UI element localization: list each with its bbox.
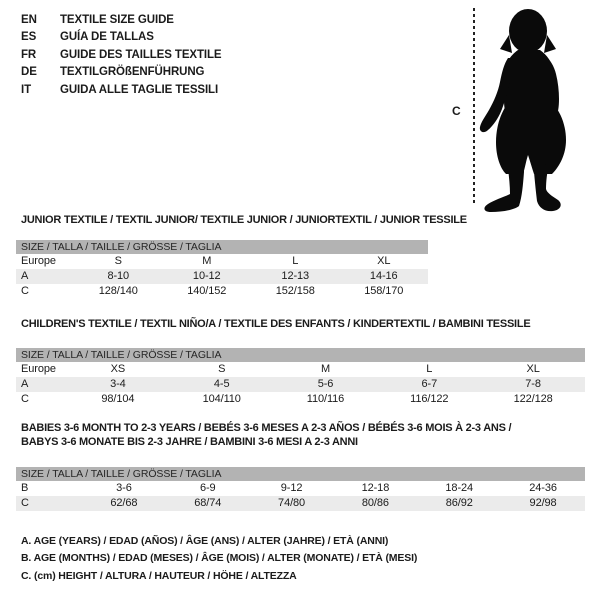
language-row — [21, 81, 222, 99]
row-label: Europe — [21, 255, 56, 267]
table-cell: M — [320, 363, 331, 375]
table-cell: 12-18 — [361, 482, 390, 494]
row-label: A — [16, 269, 74, 284]
table-cell: 110/116 — [306, 393, 345, 405]
table-cell: 152/158 — [275, 285, 315, 297]
table-cell: 9-12 — [280, 482, 303, 494]
table-title: JUNIOR TEXTILE / TEXTIL JUNIOR/ TEXTILE JUNIOR / JUNIORTEXTIL / JUNIOR TESSILE — [21, 214, 467, 226]
table-cell: XS — [110, 363, 126, 375]
language-code: FR — [21, 48, 37, 61]
table-cell: 62/68 — [82, 496, 166, 511]
size-header-row — [16, 348, 585, 362]
language-row — [21, 64, 222, 82]
language-code: DE — [21, 66, 37, 79]
row-label: Europe — [21, 363, 56, 375]
table-row-a — [16, 377, 585, 392]
language-title: GUÍA DE TALLAS — [60, 31, 154, 44]
table-cell: 128/140 — [98, 285, 138, 297]
language-title: GUIDA ALLE TAGLIE TESSILI — [60, 83, 219, 96]
size-table-2 — [16, 348, 585, 407]
table-title: BABYS 3-6 MONATE BIS 2-3 JAHRE / BAMBINI 3-6 MESI A 2-3 ANNI — [21, 436, 358, 448]
table-cell: 4-5 — [170, 377, 274, 392]
table-cell: 80/86 — [333, 496, 417, 511]
table-cell: 12-13 — [251, 269, 340, 284]
height-measure-dashed-line — [473, 8, 475, 205]
table-cell: M — [202, 255, 212, 267]
row-label: C — [21, 393, 29, 405]
table-cell: 86/92 — [417, 496, 501, 511]
table-row-c — [16, 392, 585, 407]
table-cell: 14-16 — [340, 269, 429, 284]
table-row-europe — [16, 254, 428, 269]
size-header-row — [16, 240, 428, 254]
size-table-1 — [16, 240, 428, 299]
table-cell: XL — [526, 363, 540, 375]
size-table-section-2 — [16, 317, 585, 407]
table-cell: 18-24 — [445, 482, 474, 494]
language-row — [21, 29, 222, 47]
table-cell: 140/152 — [187, 285, 227, 297]
table-row-europe — [16, 362, 585, 377]
table-cell: 7-8 — [481, 377, 585, 392]
table-cell: 104/110 — [202, 393, 241, 405]
language-title: TEXTILE SIZE GUIDE — [60, 13, 174, 26]
table-cell: L — [426, 363, 433, 375]
table-cell: 98/104 — [101, 393, 135, 405]
height-measure-label: C — [452, 104, 461, 118]
table-cell: 10-12 — [163, 269, 252, 284]
language-code: EN — [21, 13, 37, 26]
table-cell: L — [292, 255, 299, 267]
footnote-b: B. AGE (MONTHS) / EDAD (MESES) / ÂGE (MOIS) / ALTER (MONATE) / ETÀ (MESI) — [21, 552, 418, 565]
table-title: BABIES 3-6 MONTH TO 2-3 YEARS / BEBÉS 3-6 MESES A 2-3 AÑOS / BÉBÉS 3-6 MOIS À 2-3 ANS / — [21, 422, 512, 434]
language-row — [21, 46, 222, 64]
size-header-cell: SIZE / TALLA / TAILLE / GRÖSSE / TAGLIA — [16, 467, 585, 481]
size-table-3 — [16, 467, 585, 511]
footnote-c: C. (cm) HEIGHT / ALTURA / HAUTEUR / HÖHE / ALTEZZA — [21, 569, 297, 582]
language-title: GUIDE DES TAILLES TEXTILE — [60, 48, 222, 61]
row-label: C — [21, 285, 29, 297]
language-row — [21, 11, 222, 29]
table-cell: S — [114, 255, 122, 267]
table-cell: XL — [377, 255, 391, 267]
language-code: ES — [21, 31, 37, 44]
table-row-b — [16, 481, 585, 496]
table-cell: 3-4 — [66, 377, 170, 392]
table-cell: 158/170 — [364, 285, 404, 297]
table-row-c — [16, 496, 585, 511]
table-title: CHILDREN'S TEXTILE / TEXTIL NIÑO/A / TEXTILE DES ENFANTS / KINDERTEXTIL / BAMBINI TESSILE — [21, 318, 531, 330]
table-cell: 6-7 — [377, 377, 481, 392]
size-header-cell: SIZE / TALLA / TAILLE / GRÖSSE / TAGLIA — [16, 348, 585, 362]
footnotes — [21, 533, 417, 585]
language-list — [21, 11, 222, 99]
language-code: IT — [21, 83, 32, 96]
table-cell: 8-10 — [74, 269, 163, 284]
table-cell: 68/74 — [166, 496, 250, 511]
size-header-row — [16, 467, 585, 481]
toddler-silhouette-icon — [478, 0, 598, 220]
table-cell: 5-6 — [274, 377, 378, 392]
table-cell: 74/80 — [250, 496, 334, 511]
size-table-section-1 — [16, 213, 467, 299]
table-cell: S — [218, 363, 226, 375]
language-title: TEXTILGRÖßENFÜHRUNG — [60, 66, 205, 79]
table-cell: 92/98 — [501, 496, 585, 511]
row-label: C — [16, 496, 82, 511]
table-cell: 3-6 — [116, 482, 132, 494]
row-label: B — [21, 482, 29, 494]
size-header-cell: SIZE / TALLA / TAILLE / GRÖSSE / TAGLIA — [16, 240, 428, 254]
table-row-a — [16, 269, 428, 284]
table-cell: 116/122 — [410, 393, 449, 405]
table-cell: 122/128 — [513, 393, 553, 405]
footnote-a: A. AGE (YEARS) / EDAD (AÑOS) / ÂGE (ANS) / ALTER (JAHRE) / ETÀ (ANNI) — [21, 535, 389, 547]
size-table-section-3 — [16, 421, 585, 511]
table-cell: 24-36 — [529, 482, 557, 494]
table-cell: 6-9 — [199, 482, 216, 494]
table-row-c — [16, 284, 428, 299]
row-label: A — [16, 377, 66, 392]
